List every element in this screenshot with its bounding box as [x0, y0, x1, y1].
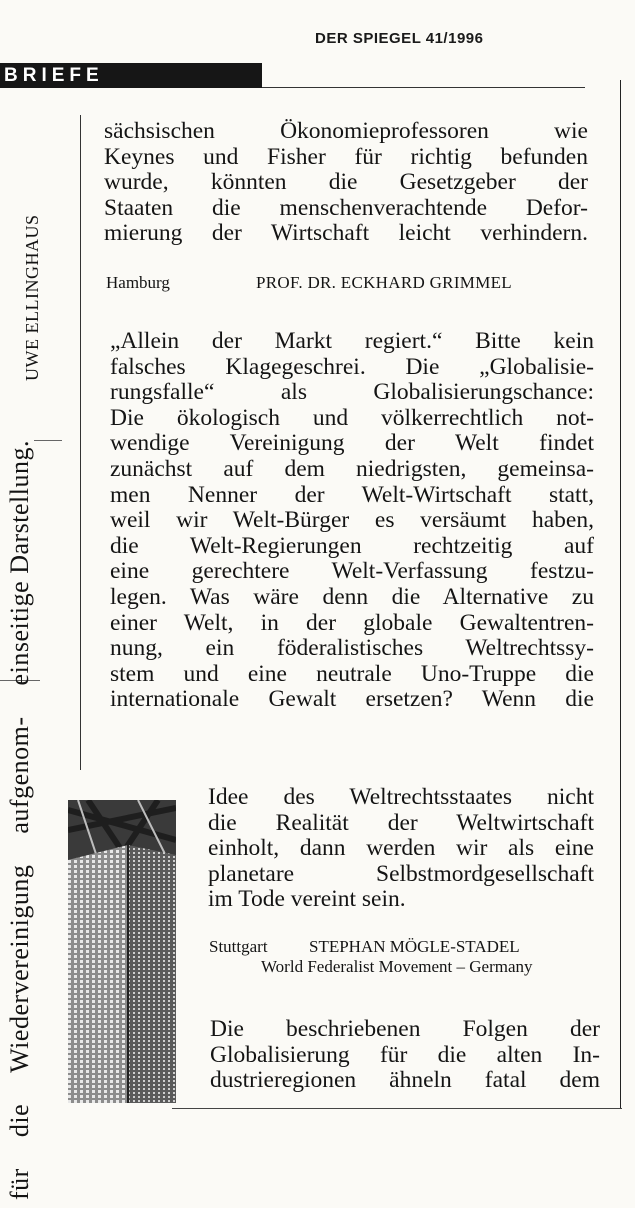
side-word: Wiedervereinigung [5, 864, 34, 1073]
column-rule [80, 115, 81, 770]
side-word: aufgenom- [5, 716, 34, 834]
text-line: Die ökologisch und völkerrechtlich not- [110, 404, 594, 431]
building-photo-image [68, 800, 176, 1103]
text-line: men Nenner der Welt-Wirtschaft statt, [110, 481, 594, 508]
text-line: wendige Vereinigung der Welt findet [110, 430, 594, 457]
header-rule [262, 87, 585, 88]
text-line: planetare Selbstmordgesellschaft [208, 860, 594, 887]
letter-3-body [210, 1017, 600, 1094]
text-line: eine gerechtere Welt-Verfassung festzu- [110, 558, 594, 585]
letter-2-body [110, 329, 594, 713]
clipping-bottom-edge [172, 1108, 622, 1109]
text-line: stem und eine neutrale Uno-Truppe die [110, 660, 594, 687]
text-line: wurde, könnten die Gesetzgeber der [104, 169, 588, 196]
text-line: zunächst auf dem niedrigsten, gemeinsa- [110, 455, 594, 482]
section-header-bar [0, 63, 262, 88]
text-line: Keynes und Fisher für richtig befunden [104, 143, 588, 170]
text-line: internationale Gewalt ersetzen? Wenn die [110, 686, 594, 713]
text-line: falsches Klagegeschrei. Die „Globalisie- [110, 353, 594, 380]
text-line: einholt, dann werden wir als eine [208, 835, 594, 862]
section-title: BRIEFE [4, 65, 104, 86]
text-line: legen. Was wäre denn die Alternative zu [110, 583, 594, 610]
letter-affiliation: World Federalist Movement – Germany [261, 957, 533, 976]
letter-author: STEPHAN MÖGLE-STADEL [309, 937, 520, 956]
building-photo [68, 800, 176, 1103]
text-line: im Tode vereint sein. [208, 886, 406, 913]
letter-1-body [104, 119, 588, 247]
letter-author: PROF. DR. ECKHARD GRIMMEL [256, 273, 512, 292]
side-divider [34, 440, 62, 441]
rotated-side-text [5, 440, 35, 1200]
clipping-right-edge [620, 80, 621, 1110]
text-line: die Realität der Weltwirtschaft [208, 809, 594, 836]
side-word: einseitige Darstellung. [5, 440, 34, 686]
letter-place: Stuttgart [209, 937, 268, 956]
clipping-cut-area [172, 1108, 627, 1208]
text-line: rungsfalle“ als Globalisierungschance: [110, 379, 594, 406]
letter-2-signature [209, 937, 599, 977]
text-line: weil wir Welt-Bürger es versäumt haben, [110, 507, 594, 534]
letter-2-body-narrow [208, 785, 594, 913]
text-line: sächsischen Ökonomieprofessoren wie [104, 118, 588, 144]
photo-credit: UWE ELLINGHAUS [22, 214, 42, 381]
text-line: dustrieregionen ähneln fatal dem [210, 1067, 600, 1094]
letter-place: Hamburg [106, 273, 170, 292]
side-word: die [5, 1103, 34, 1138]
text-line: Die beschriebenen Folgen der [210, 1016, 600, 1042]
text-line: nung, ein föderalistisches Weltrechtssy- [110, 635, 594, 662]
text-line: mierung der Wirtschaft leicht verhindern. [104, 220, 588, 247]
publication-issue: DER SPIEGEL 41/1996 [315, 30, 484, 47]
side-word: für [5, 1168, 34, 1200]
text-line: die Welt-Regierungen rechtzeitig auf [110, 532, 594, 559]
text-line: Idee des Weltrechtsstaates nicht [208, 784, 594, 810]
text-line: Globalisierung für die alten In- [210, 1041, 600, 1068]
text-line: Staaten die menschenverachtende Defor- [104, 194, 588, 221]
text-line: einer Welt, in der globale Gewaltentren- [110, 609, 594, 636]
text-line: „Allein der Markt regiert.“ Bitte kein [110, 328, 594, 354]
